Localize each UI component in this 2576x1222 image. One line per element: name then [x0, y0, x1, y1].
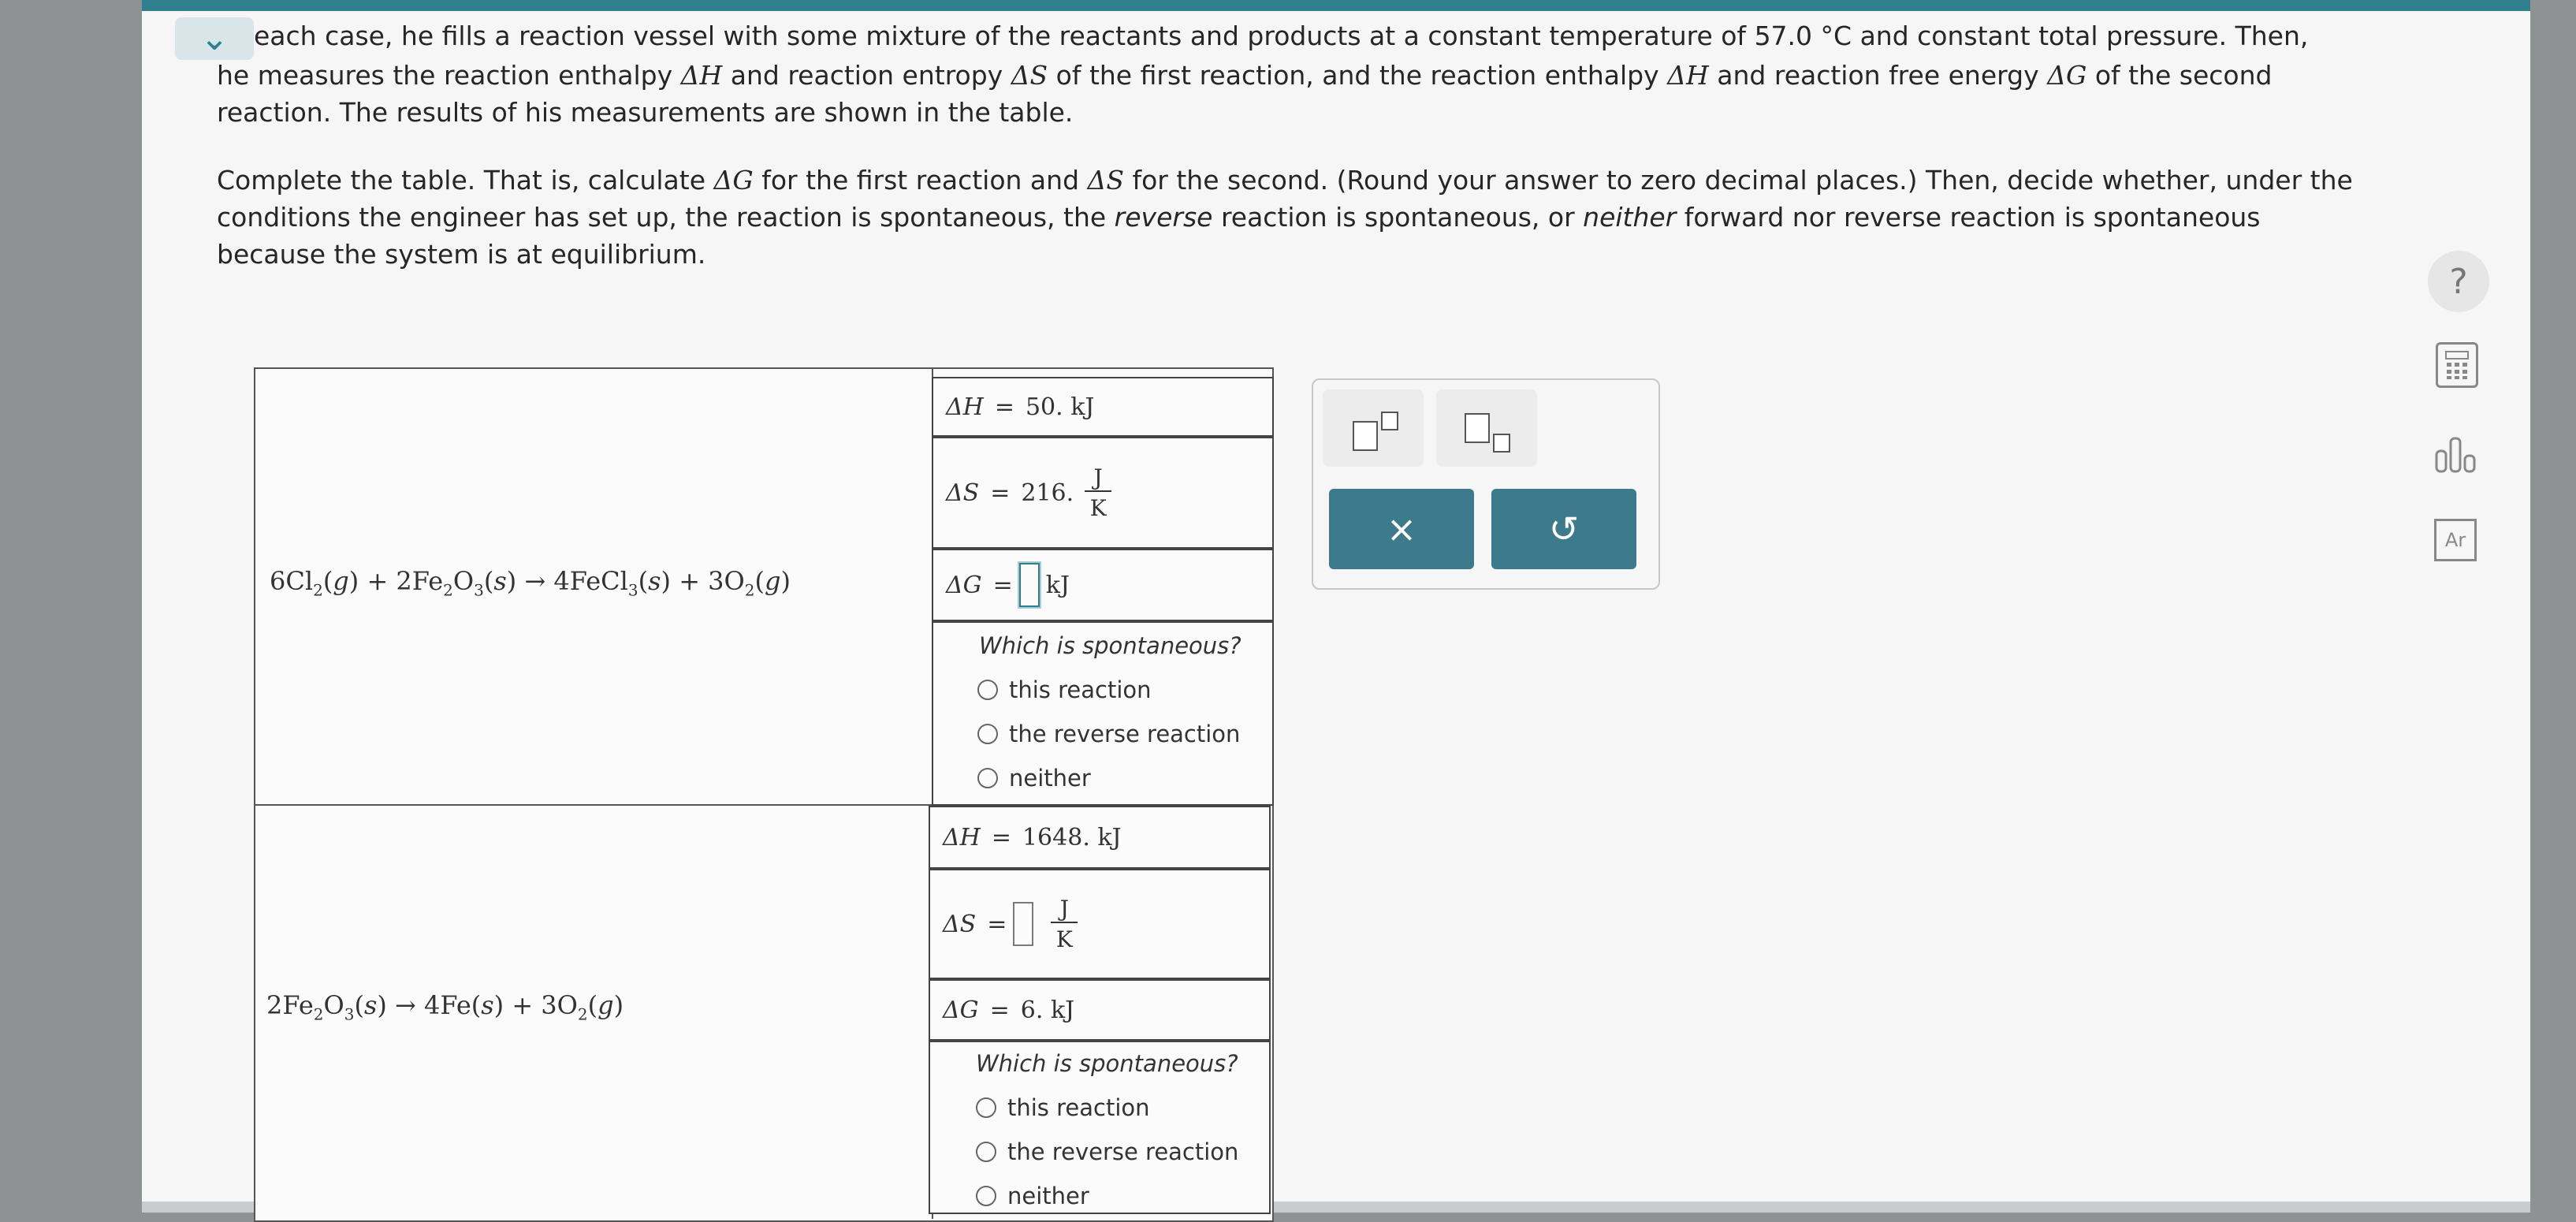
spontaneity-question: Which is spontaneous?: [979, 632, 1241, 659]
intro-text: each case, he fills a reaction vessel with some mixture of the reactants and products at a constant temperature of: [254, 20, 1747, 51]
subscript-button[interactable]: [1436, 389, 1537, 467]
unit-denominator: K: [1055, 926, 1073, 952]
delta-g-label: ΔG: [946, 571, 982, 599]
instructions-text: the conditions the engineer has set up, the reaction is spontaneous, the: [217, 165, 2353, 233]
delta-g-unit: kJ: [1045, 571, 1070, 599]
reaction-1-dg-cell: [932, 549, 1274, 621]
option-neither[interactable]: [976, 1183, 1238, 1209]
superscript-base-icon: [1353, 421, 1378, 451]
option-label: neither: [1007, 1183, 1089, 1209]
equals-sign: =: [991, 823, 1011, 851]
data-chart-button[interactable]: [2433, 432, 2481, 476]
clear-button[interactable]: [1329, 489, 1474, 569]
equals-sign: =: [992, 571, 1013, 599]
option-reverse-reaction[interactable]: [976, 1138, 1238, 1165]
reaction-1-spontaneity: [979, 632, 1241, 792]
row-divider: [254, 804, 932, 806]
delta-g-label: ΔG: [943, 996, 979, 1024]
delta-s-value: 216.: [1021, 479, 1074, 507]
radio-button[interactable]: [977, 724, 998, 744]
radio-button[interactable]: [976, 1186, 996, 1206]
delta-s-symbol: ΔS: [1087, 165, 1124, 196]
reaction-2-ds-cell: [929, 869, 1271, 979]
instructions-text: for the first reaction and: [761, 165, 1080, 196]
reaction-2-equation: $2Fe_2O_3(s) \to 4Fe(s) + 3O_2(g)$: [266, 990, 624, 1024]
radio-button[interactable]: [977, 680, 998, 700]
subscript-index-icon: [1493, 434, 1510, 453]
unit-denominator: K: [1089, 495, 1107, 521]
close-icon: ×: [1386, 508, 1417, 550]
option-label: this reaction: [1009, 676, 1152, 703]
equals-sign: =: [994, 393, 1014, 421]
superscript-exponent-icon: [1381, 412, 1398, 430]
undo-icon: ↺: [1548, 508, 1580, 550]
delta-h-symbol: ΔH: [1667, 60, 1709, 91]
delta-g-symbol: ΔG: [713, 165, 754, 196]
unit-numerator: J: [1059, 896, 1069, 922]
intro-text: of the first reaction, and the reaction enthalpy: [1055, 60, 1659, 91]
instructions-text: Complete the table. That is, calculate: [217, 165, 706, 196]
subscript-base-icon: [1465, 413, 1490, 443]
instructions-emphasis: reverse: [1114, 202, 1213, 233]
periodic-table-button[interactable]: [2434, 519, 2477, 561]
bar-chart-icon: [2433, 434, 2481, 475]
intro-paragraph: [217, 57, 2377, 131]
intro-text: and reaction free energy: [1717, 60, 2039, 91]
reaction-2-dg-cell: [929, 979, 1271, 1041]
math-tools-panel: [1312, 378, 1660, 590]
question-mark-icon: ?: [2449, 261, 2468, 302]
delta-h-label: ΔH: [946, 393, 984, 421]
option-this-reaction[interactable]: [976, 1094, 1238, 1121]
chevron-down-icon: ⌄: [199, 18, 229, 58]
delta-s-label: ΔS: [943, 910, 977, 938]
equals-sign: =: [990, 479, 1011, 507]
reaction-1-dh-cell: [932, 377, 1274, 437]
instructions-text: for the second. (Round your answer to zero decimal places.) Then, decide whether, under: [1132, 165, 2302, 196]
periodic-table-icon: Ar: [2444, 529, 2466, 551]
radio-button[interactable]: [976, 1097, 996, 1118]
intro-text: and constant total pressure. Then,: [1859, 20, 2309, 51]
spontaneity-question: Which is spontaneous?: [976, 1050, 1238, 1077]
instructions-text: forward nor reverse reaction is spontaneous: [1684, 202, 2261, 233]
intro-text: of the second: [2094, 60, 2273, 91]
delta-h-label: ΔH: [943, 823, 981, 851]
delta-g-symbol: ΔG: [2047, 60, 2087, 91]
delta-h-value: 1648. kJ: [1022, 823, 1122, 851]
radio-button[interactable]: [977, 768, 998, 788]
option-neither[interactable]: [977, 765, 1241, 792]
reaction-2-spontaneity: [976, 1050, 1238, 1209]
instructions-text: because the system is at equilibrium.: [217, 239, 706, 270]
collapse-toggle-button[interactable]: [175, 17, 254, 60]
reaction-2-dh-cell: [929, 806, 1271, 869]
delta-h-symbol: ΔH: [680, 60, 723, 91]
delta-h-value: 50. kJ: [1025, 393, 1095, 421]
unit-numerator: J: [1093, 464, 1103, 490]
option-label: this reaction: [1007, 1094, 1150, 1121]
equals-sign: =: [987, 910, 1007, 938]
equals-sign: =: [989, 996, 1010, 1024]
delta-s-label: ΔS: [946, 479, 980, 507]
option-label: the reverse reaction: [1007, 1138, 1239, 1165]
intro-text: and reaction entropy: [730, 60, 1003, 91]
intro-line-1: [254, 17, 2308, 54]
unit-fraction: [1051, 896, 1078, 952]
help-button[interactable]: [2428, 251, 2489, 312]
reaction-1-ds-cell: [932, 437, 1274, 549]
option-label: the reverse reaction: [1009, 721, 1241, 747]
undo-button[interactable]: [1491, 489, 1636, 569]
calculator-icon: [2441, 348, 2473, 382]
unit-fraction: [1085, 464, 1111, 521]
delta-s-answer-input[interactable]: [1013, 902, 1033, 946]
calculator-button[interactable]: [2436, 342, 2478, 388]
radio-button[interactable]: [976, 1142, 996, 1162]
delta-g-value: 6. kJ: [1020, 996, 1075, 1024]
reaction-1-equation: $6Cl_2(g) + 2Fe_2O_3(s)$ → 4FeCl$_3$(s) + $3O_2(g)$: [270, 566, 791, 600]
instructions-paragraph: [217, 162, 2377, 273]
delta-g-answer-input[interactable]: [1019, 563, 1040, 607]
intro-text: reaction. The results of his measurements are shown in the table.: [217, 97, 1074, 128]
option-this-reaction[interactable]: [977, 676, 1241, 703]
temperature-value: 57.0 °C: [1754, 20, 1852, 51]
superscript-button[interactable]: [1323, 389, 1424, 467]
instructions-text: reaction is spontaneous, or: [1220, 202, 1575, 233]
option-label: neither: [1009, 765, 1091, 792]
instructions-emphasis: neither: [1583, 202, 1677, 233]
option-reverse-reaction[interactable]: [977, 721, 1241, 747]
delta-s-symbol: ΔS: [1011, 60, 1048, 91]
intro-text: he measures the reaction enthalpy: [217, 60, 673, 91]
